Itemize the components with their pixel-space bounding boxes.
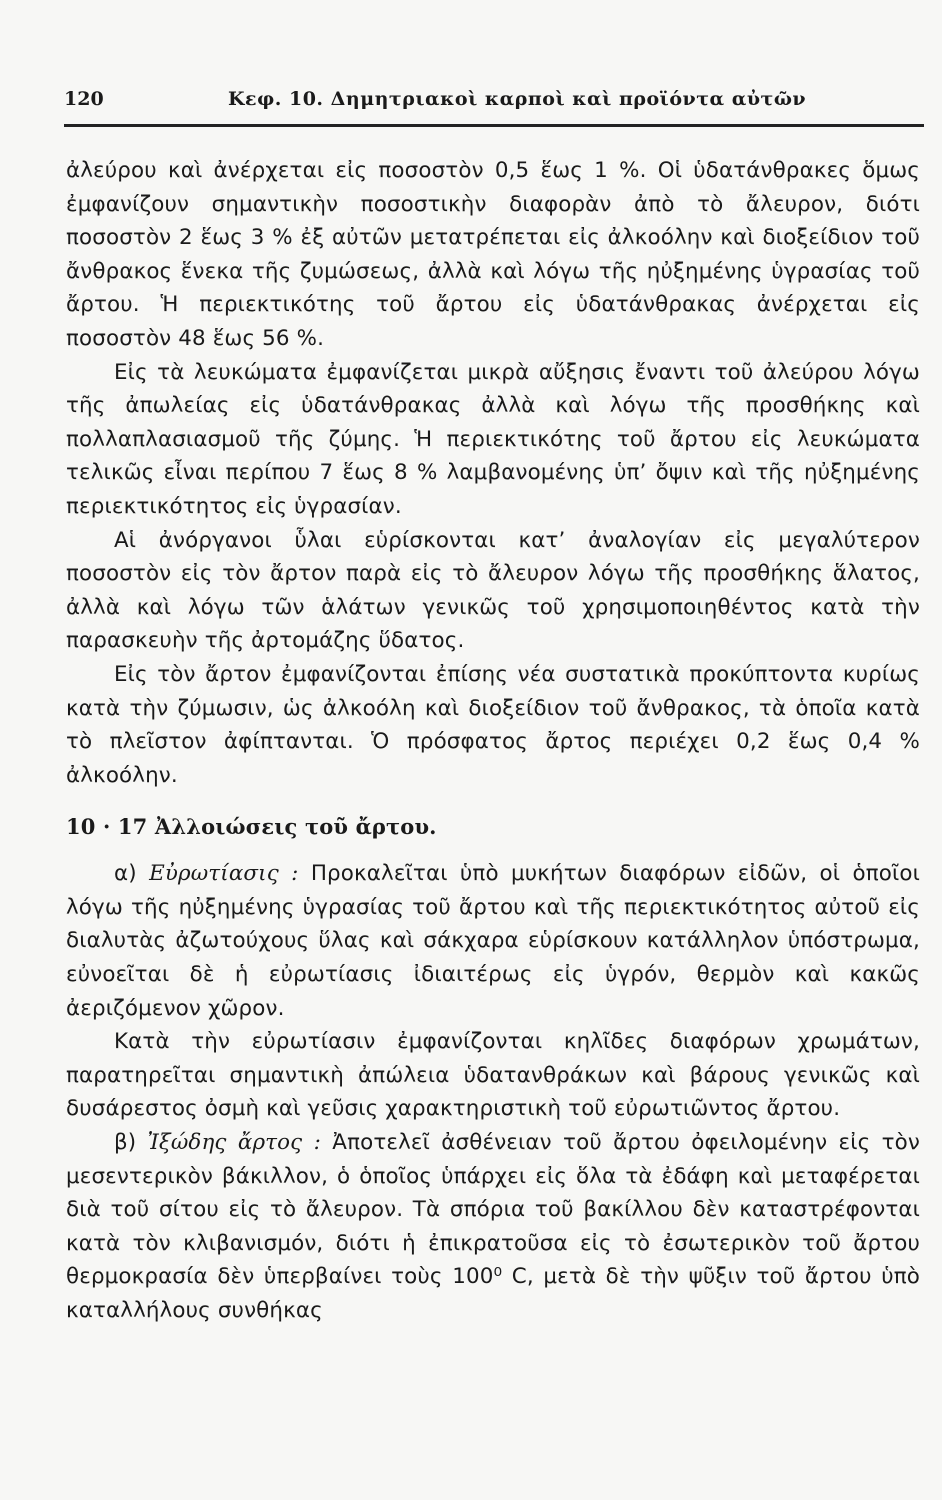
- page-number: 120: [64, 88, 104, 110]
- item-term: Ἰξώδης ἄρτος :: [147, 1130, 321, 1156]
- section-heading: 10 · 17 Ἀλλοιώσεις τοῦ ἄρτου.: [66, 814, 437, 840]
- running-head: Κεφ. 10. Δημητριακοὶ καρποὶ καὶ προϊόντα αὐτῶν: [228, 88, 807, 110]
- header-rule: [64, 124, 924, 127]
- item-marker: α): [114, 861, 137, 887]
- item-marker: β): [114, 1130, 137, 1156]
- body-text: [66, 154, 920, 1328]
- paragraph: Εἰς τὸν ἄρτον ἐμφανίζονται ἐπίσης νέα συστατικὰ προκύπτοντα κυρίως κατὰ τὴν ζύμωσιν, ὡς ἀλκοόλη καὶ διοξείδιον τοῦ ἄνθρακος, τὰ ὁποῖα κατὰ τὸ πλεῖστον ἀφίπτανται. Ὁ πρόσφατος ἄρτος περιέχει 0,2 ἕως 0,4 % ἀλκοόλην.: [66, 661, 920, 788]
- page-header: [64, 88, 920, 118]
- item-term: Εὐρωτίασις :: [149, 861, 299, 887]
- item-text: Ἀποτελεῖ ἀσθένειαν τοῦ ἄρτου ὀφειλομένην εἰς τὸν μεσεντερικὸν βάκιλλον, ὁ ὁποῖος ὑπάρχει εἰς ὅλα τὰ ἐδάφη καὶ μεταφέρεται διὰ τοῦ σίτου εἰς τὸ ἄλευρον. Τὰ σπόρια τοῦ βακίλλου δὲν καταστρέφονται κατὰ τὸν κλιβανισμόν, διότι ἡ ἐπικρατοῦσα εἰς τὸ ἐσωτερικὸν τοῦ ἄρτου θερμοκρασία δὲν ὑπερβαίνει τοὺς 100⁰ C, μετὰ δὲ τὴν ψῦξιν τοῦ ἄρτου ὑπὸ καταλλήλους συνθήκας: [66, 1130, 921, 1323]
- item-text: Προκαλεῖται ὑπὸ μυκήτων διαφόρων εἰδῶν, οἱ ὁποῖοι λόγω τῆς ηὐξημένης ὑγρασίας τοῦ ἄρτου καὶ τῆς περιεκτικότητος αὐτοῦ εἰς διαλυτὰς ἀζωτούχους ὕλας καὶ σάκχαρα εὑρίσκουν κατάλληλον ὑπόστρωμα, εὐνοεῖται δὲ ἡ εὐρωτίασις ἰδιαιτέρως εἰς ὑγρόν, θερμὸν καὶ κακῶς ἀεριζόμενον χῶρον.: [66, 861, 921, 1021]
- paragraph: ἀλεύρου καὶ ἀνέρχεται εἰς ποσοστὸν 0,5 ἕως 1 %. Οἱ ὑδατάνθρακες ὅμως ἐμφανίζουν σημαντικὴν ποσοστικὴν διαφορὰν ἀπὸ τὸ ἄλευρον, διότι ποσοστὸν 2 ἕως 3 % ἐξ αὐτῶν μετατρέπεται εἰς ἀλκοόλην καὶ διοξείδιον τοῦ ἄνθρακος ἕνεκα τῆς ζυμώσεως, ἀλλὰ καὶ λόγω τῆς ηὐξημένης ὑγρασίας τοῦ ἄρτου. Ἡ περιεκτικότης τοῦ ἄρτου εἰς ὑδατάνθρακας ἀνέρχεται εἰς ποσοστὸν 48 ἕως 56 %.: [66, 158, 920, 351]
- paragraph: Εἰς τὰ λευκώματα ἐμφανίζεται μικρὰ αὔξησις ἔναντι τοῦ ἀλεύρου λόγω τῆς ἀπωλείας εἰς ὑδατάνθρακας ἀλλὰ καὶ λόγω τῆς προσθήκης καὶ πολλαπλασιασμοῦ τῆς ζύμης. Ἡ περιεκτικότης τοῦ ἄρτου εἰς λευκώματα τελικῶς εἶναι περίπου 7 ἕως 8 % λαμβανομένης ὑπ’ ὄψιν καὶ τῆς ηὐξημένης περιεκτικότητος εἰς ὑγρασίαν.: [66, 359, 920, 519]
- paragraph: Κατὰ τὴν εὐρωτίασιν ἐμφανίζονται κηλῖδες διαφόρων χρωμάτων, παρατηρεῖται σημαντικὴ ἀπώλεια ὑδατανθράκων καὶ βάρους γενικῶς καὶ δυσάρεστος ὀσμὴ καὶ γεῦσις χαρακτηριστικὴ τοῦ εὐρωτιῶντος ἄρτου.: [66, 1029, 920, 1122]
- paragraph: Αἱ ἀνόργανοι ὗλαι εὑρίσκονται κατ’ ἀναλογίαν εἰς μεγαλύτερον ποσοστὸν εἰς τὸν ἄρτον παρὰ εἰς τὸ ἄλευρον λόγω τῆς προσθήκης ἅλατος, ἀλλὰ καὶ λόγω τῶν ἁλάτων γενικῶς τοῦ χρησιμοποιηθέντος κατὰ τὴν παρασκευὴν τῆς ἀρτομάζης ὕδατος.: [66, 527, 920, 654]
- list-item-b: [66, 1126, 920, 1328]
- list-item-a: [66, 857, 920, 1025]
